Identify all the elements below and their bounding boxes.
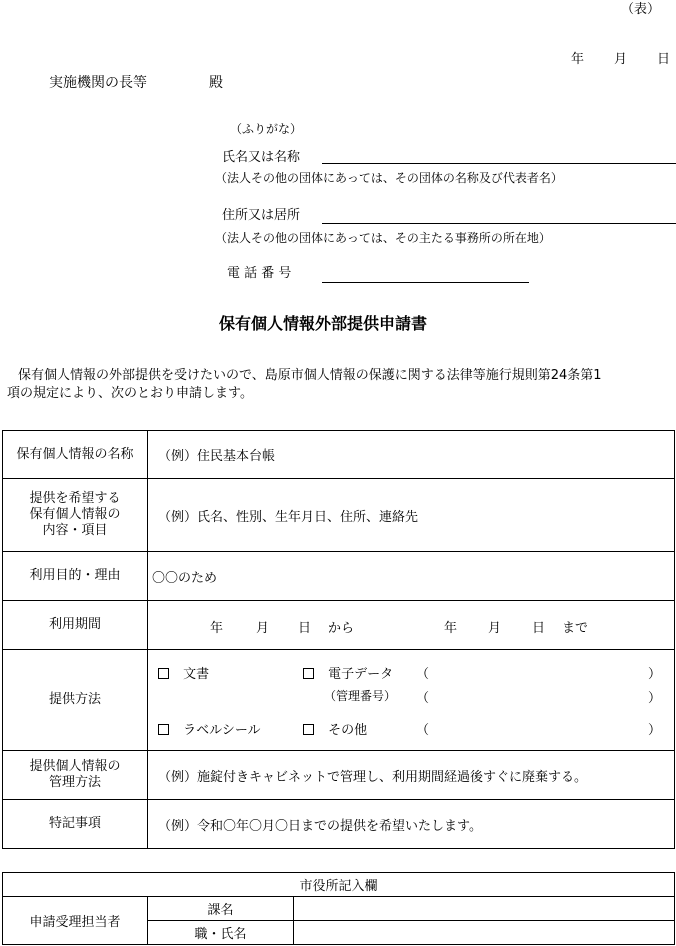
period-year-2: 年 [444,621,458,636]
method-document-option[interactable] [158,663,209,682]
section-name-label: 課名 [148,897,294,921]
info-name-value[interactable]: （例）住民基本台帳 [148,431,675,479]
info-items-label-line2: 保有個人情報の [29,507,121,522]
period-month-1: 月 [256,621,270,636]
other-paren-close: ） [648,723,662,738]
management-label [3,751,148,800]
method-options [148,650,675,751]
method-other-label: その他 [328,723,368,738]
info-items-value[interactable]: （例）氏名、性別、生年月日、住所、連絡先 [148,479,675,552]
intro-line-1: 保有個人情報の外部提供を受けたいので、島原市個人情報の保護に関する法律等施行規則第24条第1 [18,368,602,383]
date-year: 年 [571,52,585,67]
management-label-line1: 提供個人情報の [29,759,121,774]
address-label: 住所又は居所 [222,208,301,223]
row-period [3,601,675,650]
method-other-option[interactable] [303,719,367,738]
address-note: （法人その他の団体にあっては、その主たる事務所の所在地） [215,231,551,245]
info-name-label: 保有個人情報の名称 [3,431,148,479]
phone-underline[interactable] [322,282,529,283]
position-name-value[interactable] [294,921,675,945]
management-number-label: （管理番号） [324,689,397,703]
notes-value[interactable]: （例）令和〇年〇月〇日までの提供を希望いたします。 [148,800,675,849]
period-value[interactable] [148,601,675,650]
other-detail-field[interactable] [432,719,642,735]
position-name-label: 職・氏名 [148,921,294,945]
electronic-detail-field[interactable] [432,663,642,679]
row-purpose [3,552,675,601]
city-office-header-row [3,873,675,897]
page-side-label: （表） [620,2,660,17]
phone-label: 電 話 番 号 [227,266,292,281]
application-form-table [2,430,675,849]
purpose-value[interactable]: 〇〇のため [148,552,675,601]
city-office-header: 市役所記入欄 [3,873,675,897]
info-items-label-line3: 内容・項目 [42,523,108,538]
period-month-2: 月 [488,621,502,636]
period-label: 利用期間 [3,601,148,650]
info-items-label [3,479,148,552]
addressee-honorific: 殿 [209,75,223,91]
name-label: 氏名又は名称 [222,150,301,165]
method-document-label: 文書 [183,667,210,682]
addressee-org: 実施機関の長等 [49,75,147,91]
receiver-label: 申請受理担当者 [3,897,148,945]
period-year-1: 年 [210,621,224,636]
electronic-paren-close: ） [648,667,662,682]
electronic-paren-open: （ [416,667,430,682]
info-items-label-line1: 提供を希望する [29,491,121,506]
period-day-2: 日 [532,621,546,636]
period-from: から [328,621,355,636]
method-electronic-label: 電子データ [328,667,394,682]
method-label-seal-label: ラベルシール [183,723,261,738]
mgmt-paren-open: （ [416,691,430,706]
period-day-1: 日 [298,621,312,636]
purpose-label: 利用目的・理由 [3,552,148,601]
city-office-section-row [3,897,675,921]
intro-line-2: 項の規定により、次のとおり申請します。 [7,386,253,401]
row-notes [3,800,675,849]
method-label-seal-option[interactable] [158,719,261,738]
date-month: 月 [614,52,628,67]
name-note: （法人その他の団体にあっては、その団体の名称及び代表者名） [215,171,563,185]
method-electronic-option[interactable] [303,663,393,682]
row-management [3,751,675,800]
section-name-value[interactable] [294,897,675,921]
furigana-label: （ふりがな） [230,122,303,136]
management-value[interactable]: （例）施錠付きキャビネットで管理し、利用期間経過後すぐに廃棄する。 [148,751,675,800]
checkbox-other[interactable] [303,724,314,735]
mgmt-paren-close: ） [648,691,662,706]
notes-label: 特記事項 [3,800,148,849]
management-label-line2: 管理方法 [48,775,101,790]
name-underline[interactable] [322,163,676,164]
method-label: 提供方法 [3,650,148,751]
date-day: 日 [657,52,671,67]
checkbox-electronic[interactable] [303,668,314,679]
row-info-items [3,479,675,552]
management-number-field[interactable] [432,687,642,703]
checkbox-document[interactable] [158,668,169,679]
document-title: 保有個人情報外部提供申請書 [219,314,428,333]
row-method [3,650,675,751]
other-paren-open: （ [416,723,430,738]
period-to: まで [562,621,589,636]
checkbox-label-seal[interactable] [158,724,169,735]
city-office-table [2,872,675,945]
row-info-name [3,431,675,479]
address-underline[interactable] [322,223,676,224]
